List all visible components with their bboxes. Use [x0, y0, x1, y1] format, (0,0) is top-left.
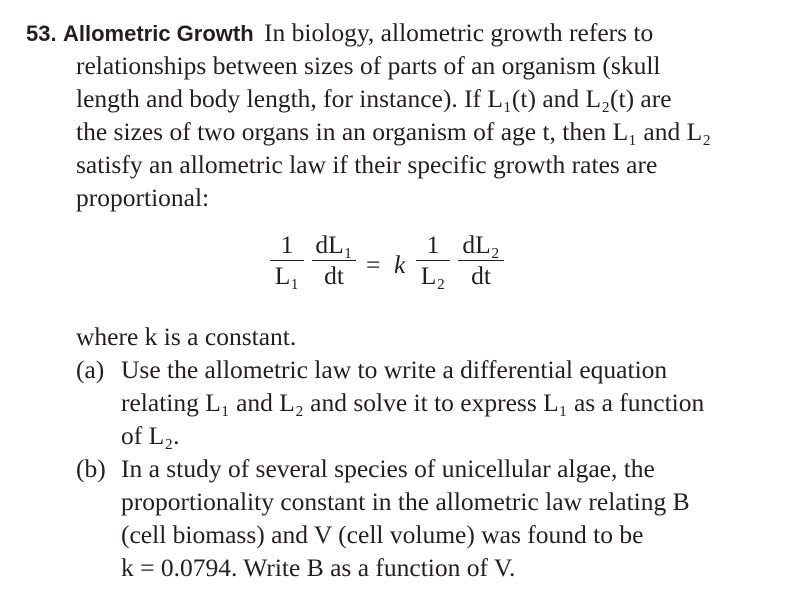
- fraction-numerator: 1: [426, 230, 440, 259]
- problem-number: 53.: [26, 21, 57, 46]
- allometric-equation: [270, 230, 510, 300]
- constant-k: k: [394, 250, 406, 279]
- part-a-line-3: of L₂.: [121, 421, 180, 450]
- where-clause: where k is a constant.: [76, 322, 297, 351]
- fraction-numerator: 1: [280, 230, 294, 259]
- fraction-denominator: dt: [324, 261, 344, 290]
- fraction-1-over-L2: [416, 230, 450, 291]
- intro-line-1: In biology, allometric growth refers to: [264, 18, 654, 47]
- part-a-label: (a): [76, 355, 105, 384]
- fraction-denominator: L₂: [420, 261, 446, 290]
- problem-header: [26, 16, 653, 50]
- part-b-line-2: proportionality constant in the allometric law relating B: [121, 487, 690, 516]
- intro-line-4: the sizes of two organs in an organism of age t, then L₁ and L₂: [76, 117, 712, 146]
- fraction-numerator: dL₂: [462, 230, 500, 259]
- intro-line-6: proportional:: [76, 183, 210, 212]
- intro-line-3: length and body length, for instance). If L₁(t) and L₂(t) are: [76, 84, 672, 113]
- part-b-line-4: k = 0.0794. Write B as a function of V.: [121, 553, 516, 582]
- fraction-numerator: dL₁: [315, 230, 353, 259]
- part-a-line-2: relating L₁ and L₂ and solve it to express L₁ as a function: [121, 388, 705, 417]
- part-a-line-1: Use the allometric law to write a differential equation: [121, 355, 668, 384]
- fraction-dL2-over-dt: [458, 230, 504, 291]
- intro-line-2: relationships between sizes of parts of an organism (skull: [76, 51, 661, 80]
- problem-title: Allometric Growth: [62, 21, 254, 46]
- part-b-label: (b): [76, 454, 106, 483]
- fraction-dL1-over-dt: [312, 230, 356, 291]
- equals-sign: =: [366, 250, 381, 279]
- fraction-1-over-L1: [270, 230, 304, 291]
- fraction-denominator: L₁: [274, 261, 300, 290]
- part-b-line-3: (cell biomass) and V (cell volume) was found to be: [121, 520, 644, 549]
- intro-line-5: satisfy an allometric law if their specific growth rates are: [76, 150, 658, 179]
- part-b-line-1: In a study of several species of unicellular algae, the: [121, 454, 655, 483]
- fraction-denominator: dt: [471, 261, 491, 290]
